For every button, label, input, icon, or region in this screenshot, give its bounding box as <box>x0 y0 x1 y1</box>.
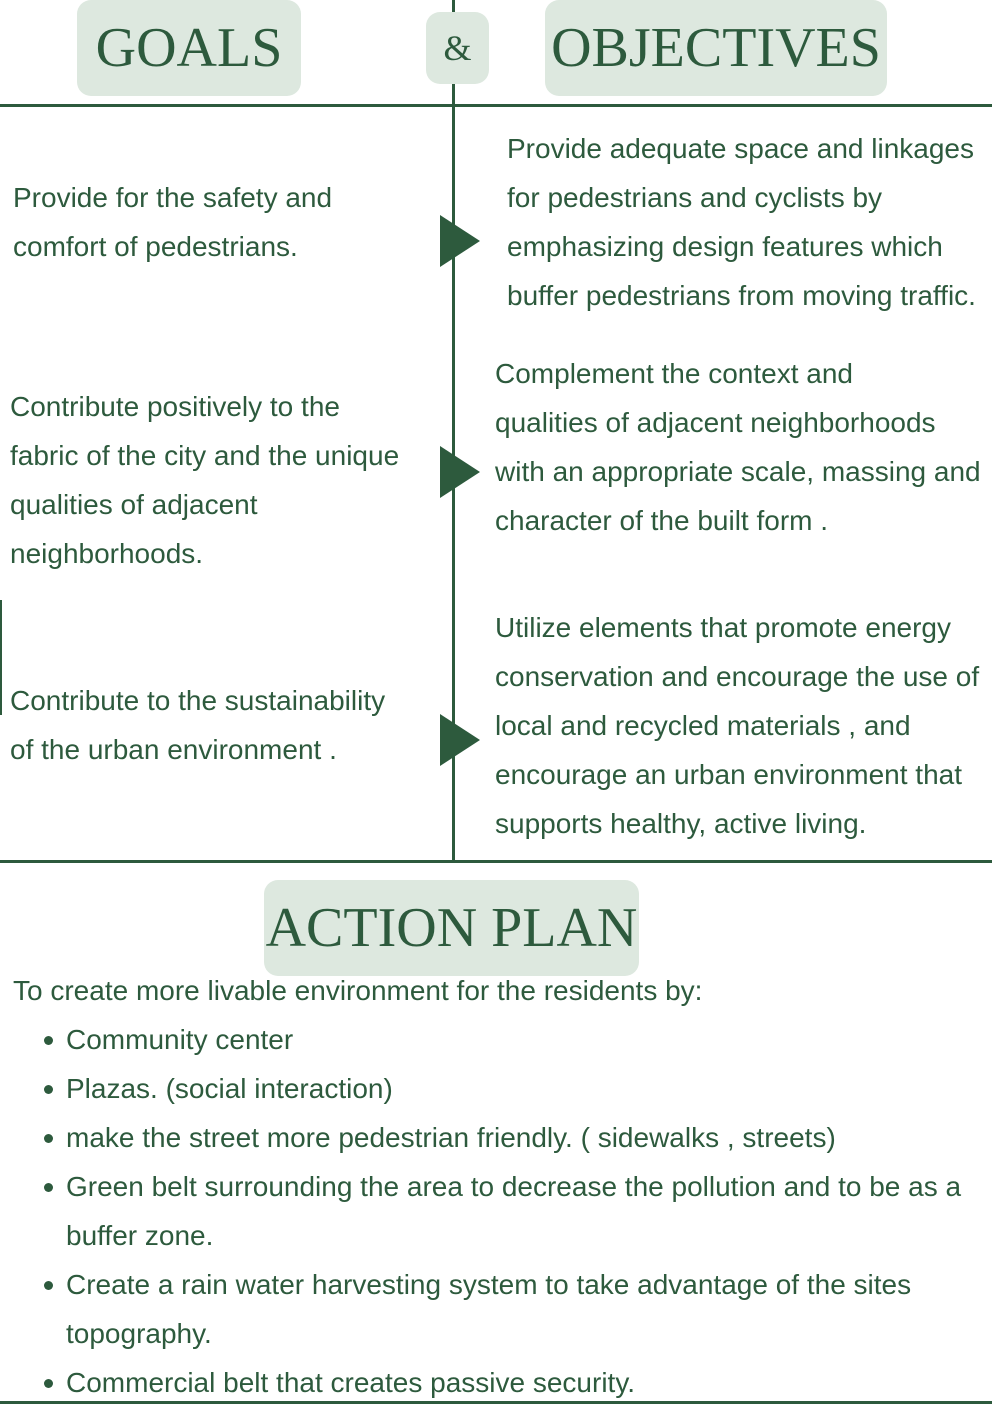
goal-text-3: Contribute to the sustainability of the urban environment . <box>10 685 386 765</box>
objective-text-1: Provide adequate space and linkages for pedestrians and cyclists by emphasizing design features which buffer pedestrians from moving traffic. <box>507 133 976 311</box>
list-item: Community center <box>38 1015 968 1064</box>
action-plan-heading: ACTION PLAN <box>264 880 639 976</box>
list-item: Create a rain water harvesting system to take advantage of the sites topography. <box>38 1260 968 1358</box>
list-item: Commercial belt that creates passive security. <box>38 1358 968 1407</box>
top-divider-stub <box>452 0 455 12</box>
arrow-right-icon <box>440 446 480 498</box>
ampersand-badge: & <box>426 12 489 84</box>
list-item: Plazas. (social interaction) <box>38 1064 968 1113</box>
section-rule <box>0 860 992 863</box>
goal-text-1: Provide for the safety and comfort of pedestrians. <box>13 182 333 262</box>
arrow-right-icon <box>440 215 480 267</box>
goals-heading: GOALS <box>77 0 301 96</box>
action-plan-intro: To create more livable environment for the residents by: <box>13 975 703 1006</box>
objective-text-2: Complement the context and qualities of adjacent neighborhoods with an appropriate scale, massing and character of the built form . <box>495 358 981 536</box>
header-rule <box>0 104 992 107</box>
list-item: Green belt surrounding the area to decrease the pollution and to be as a buffer zone. <box>38 1162 968 1260</box>
left-edge-mark <box>0 600 2 715</box>
goal-text-2: Contribute positively to the fabric of the city and the unique qualities of adjacent neighborhoods. <box>10 391 400 569</box>
action-plan-list <box>38 1015 968 1407</box>
objective-text-3: Utilize elements that promote energy conservation and encourage the use of local and recycled materials , and encourage an urban environment that supports healthy, active living. <box>495 612 980 839</box>
objectives-heading: OBJECTIVES <box>545 0 887 96</box>
list-item: make the street more pedestrian friendly. ( sidewalks , streets) <box>38 1113 968 1162</box>
arrow-right-icon <box>440 714 480 766</box>
